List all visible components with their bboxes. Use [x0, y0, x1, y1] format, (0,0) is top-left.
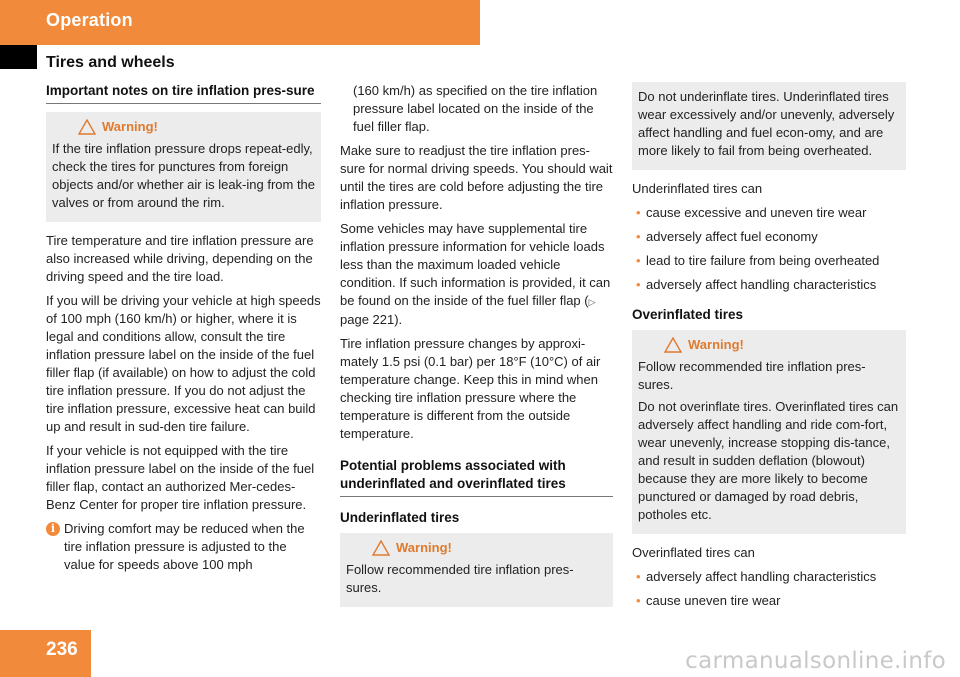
- warning-title: [78, 118, 315, 136]
- warning-title: [664, 336, 900, 354]
- info-icon: i: [46, 522, 60, 536]
- paragraph: Tire temperature and tire inflation pressure are also increased while driving, depending on the driving speed and the tire load.: [46, 233, 314, 284]
- warning-icon: [664, 337, 682, 353]
- warning-text: Follow recommended tire inflation pres-sures.: [638, 359, 866, 392]
- bullet-icon: •: [636, 569, 641, 584]
- warning-title-text: Warning!: [396, 540, 452, 555]
- list-item: [632, 568, 906, 586]
- paragraph: Overinflated tires can: [632, 545, 755, 560]
- list-item-text: cause excessive and uneven tire wear: [646, 205, 867, 220]
- paragraph: If your vehicle is not equipped with the tire inflation pressure label on the inside of the fuel filler flap, contact an authorized Mer-cedes-Benz Center for proper tire inflation pressure.: [46, 443, 315, 512]
- paragraph: [340, 220, 613, 329]
- page-number: 236: [46, 639, 78, 660]
- bullet-icon: •: [636, 205, 641, 220]
- paragraph: Tire inflation pressure changes by approxi-mately 1.5 psi (0.1 bar) per 18°F (10°C) of air temperature change. Keep this in mind when checking tire inflation pressure where the temperature is different from the outside temperature.: [340, 336, 601, 441]
- watermark: carmanualsonline.info: [685, 648, 946, 674]
- list-item: [632, 252, 906, 270]
- divider: [340, 496, 613, 497]
- warning-title-text: Warning!: [688, 337, 744, 352]
- list-item: [632, 592, 906, 610]
- bullet-icon: •: [636, 253, 641, 268]
- warning-title-text: Warning!: [102, 119, 158, 134]
- paragraph: Make sure to readjust the tire inflation pres-sure for normal driving speeds. You should wait until the tires are cold before adjusting the tire inflation pressure.: [340, 143, 613, 212]
- paragraph-text: Some vehicles may have supplemental tire inflation pressure information for vehicle loads less than the maximum loaded vehicle condition. If such information is provided, it can be found on the inside of the fuel filler flap (: [340, 221, 611, 308]
- section-heading: Important notes on tire inflation pres-sure: [46, 83, 315, 98]
- warning-box-continued: [632, 82, 906, 170]
- paragraph: If you will be driving your vehicle at high speeds of 100 mph (160 km/h) or higher, where it is legal and conditions allow, consult the tire inflation pressure label on the inside of the fuel filler flap (if available) on how to adjust the cold tire inflation pressure. If you do not adjust the tire inflation pressure, excessive heat can build up and result in sud-den tire failure.: [46, 293, 321, 434]
- list-item: [632, 204, 906, 222]
- list-item-text: adversely affect fuel economy: [646, 229, 818, 244]
- section-heading: Potential problems associated with underinflated and overinflated tires: [340, 458, 566, 491]
- page-reference[interactable]: page 221).: [340, 312, 403, 327]
- warning-text: If the tire inflation pressure drops repeat-edly, check the tires for punctures from foreign objects and/or whether air is leak-ing from the valves or from around the rim.: [52, 141, 316, 210]
- paragraph: (160 km/h) as specified on the tire inflation pressure label located on the inside of the fuel filler flap.: [353, 83, 598, 134]
- bullet-icon: •: [636, 277, 641, 292]
- page-number-box: [0, 630, 91, 677]
- column-3: [632, 82, 906, 616]
- page-ref-icon: ▷: [588, 297, 596, 307]
- info-note: [46, 520, 321, 574]
- info-text: Driving comfort may be reduced when the tire inflation pressure is adjusted to the value for speeds above 100 mph: [64, 521, 305, 572]
- bullet-icon: •: [636, 593, 641, 608]
- subsection-heading: Underinflated tires: [340, 510, 460, 525]
- list-item: [632, 276, 906, 294]
- list-item-text: adversely affect handling characteristics: [646, 569, 877, 584]
- subsection-heading: Overinflated tires: [632, 307, 744, 322]
- column-1: [46, 82, 321, 574]
- warning-title: [372, 539, 607, 557]
- bullet-icon: •: [636, 229, 641, 244]
- warning-box: [340, 533, 613, 607]
- paragraph: Underinflated tires can: [632, 181, 763, 196]
- warning-icon: [372, 540, 390, 556]
- page-subtitle: Tires and wheels: [46, 54, 175, 71]
- section-title: Operation: [46, 10, 133, 30]
- warning-text: Do not underinflate tires. Underinflated tires wear excessively and/or unevenly, adversely affect handling and fuel econ-omy, and are more likely to fail from being overheated.: [638, 89, 895, 158]
- column-2: [340, 82, 613, 617]
- list-item-text: lead to tire failure from being overheated: [646, 253, 880, 268]
- warning-box: [46, 112, 321, 222]
- header-band: [0, 0, 480, 45]
- list-item: [632, 228, 906, 246]
- warning-text: Do not overinflate tires. Overinflated tires can adversely affect handling and ride com-fort, wear unevenly, increase stopping dis-tance, and result in sudden deflation (blowout) because they are more likely to become punctured or damaged by road debris, potholes etc.: [638, 399, 899, 522]
- warning-icon: [78, 119, 96, 135]
- list-item-text: adversely affect handling characteristics: [646, 277, 877, 292]
- list-item-text: cause uneven tire wear: [646, 593, 781, 608]
- divider: [46, 103, 321, 104]
- warning-box: [632, 330, 906, 534]
- chapter-tab: [0, 45, 37, 69]
- warning-text: Follow recommended tire inflation pres-sures.: [346, 562, 574, 595]
